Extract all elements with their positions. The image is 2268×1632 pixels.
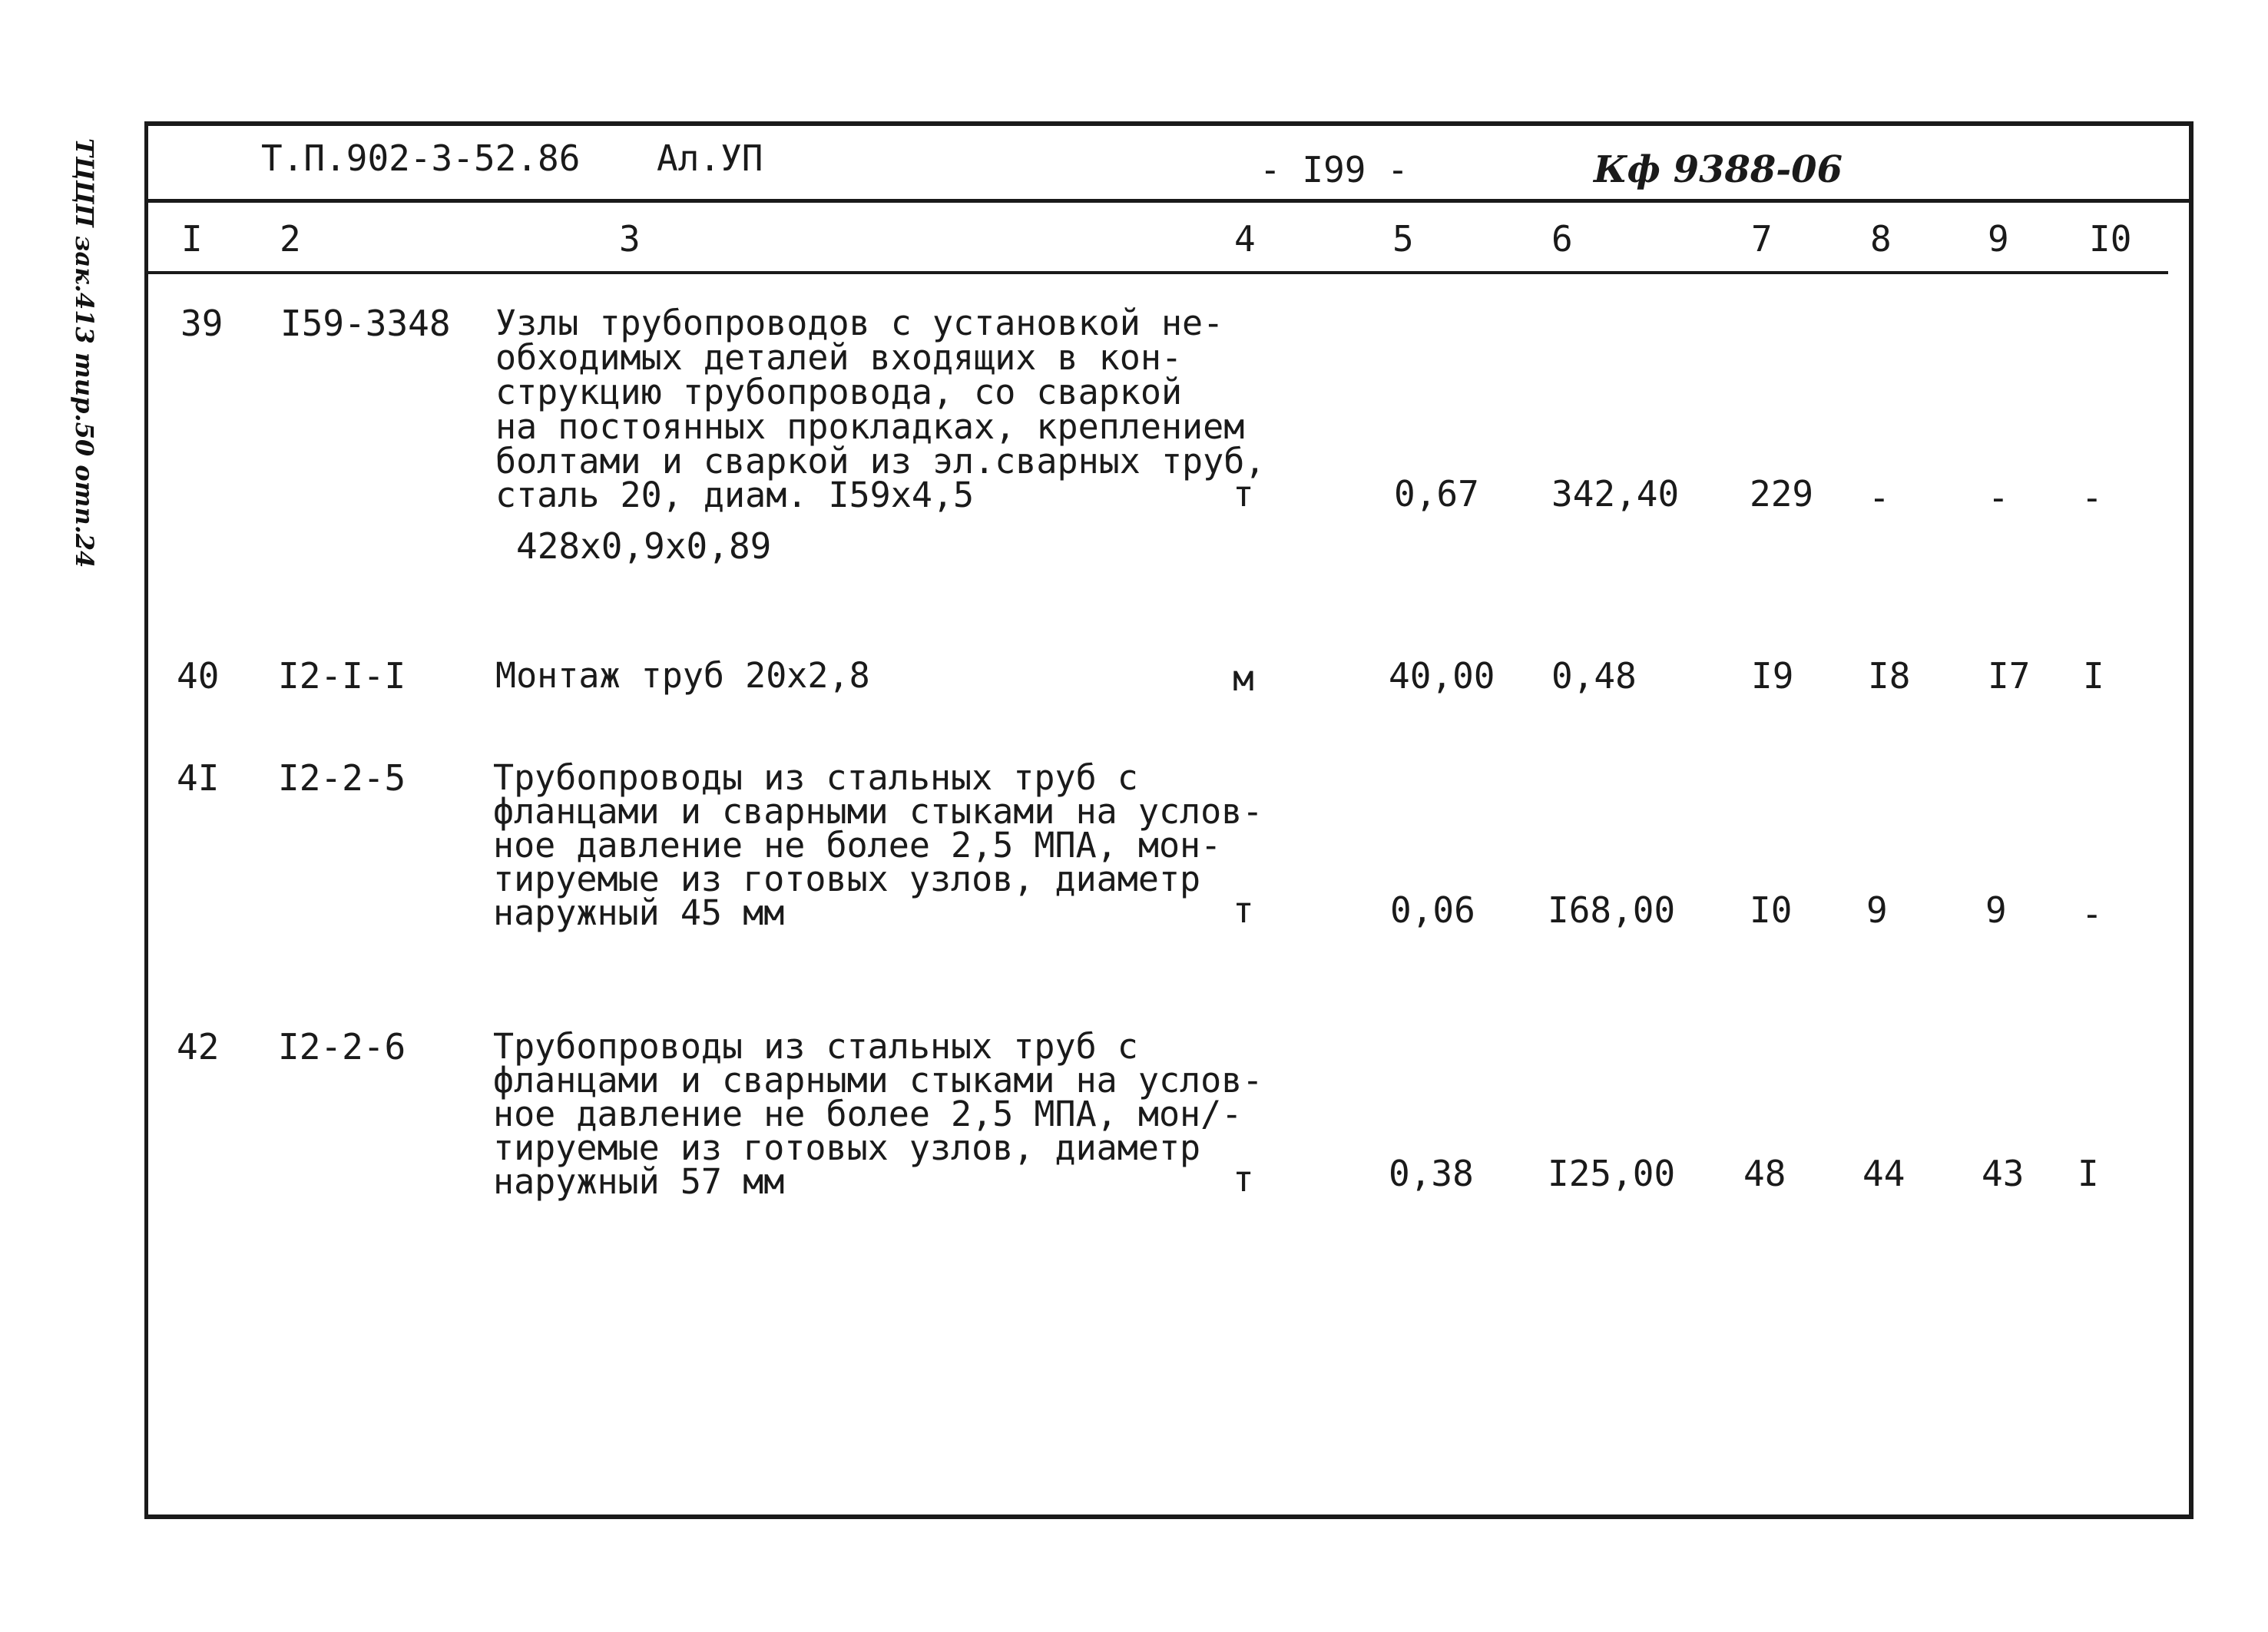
row-price: 0,48: [1551, 655, 1637, 697]
row-description-line: ное давление не более 2,5 МПА, мон-: [493, 825, 1222, 866]
row-description-line: ное давление не более 2,5 МПА, мон/-: [493, 1094, 1243, 1134]
row-quantity: 0,06: [1390, 889, 1475, 931]
column-header-4: 4: [1234, 218, 1256, 260]
margin-stamp: [65, 138, 123, 568]
row-number: 4I: [177, 757, 220, 799]
column-header-9: 9: [1988, 218, 2009, 260]
column-header-10: I0: [2089, 218, 2132, 260]
row-description-line: Узлы трубопроводов с установкой не-: [495, 303, 1224, 343]
row-col8: 44: [1862, 1153, 1905, 1194]
row-description-line: наружный 57 мм: [493, 1161, 785, 1202]
row-price: I25,00: [1548, 1153, 1676, 1194]
row-price: I68,00: [1548, 889, 1676, 931]
row-quantity: 0,67: [1394, 473, 1479, 515]
column-header-5: 5: [1392, 218, 1414, 260]
row-unit: т: [1233, 1158, 1254, 1200]
row-col8: -: [1869, 477, 1890, 518]
row-description-line: тируемые из готовых узлов, диаметр: [493, 859, 1201, 899]
margin-stamp-text: ТЦЦП зак.413 тир.50 отп.24: [70, 138, 99, 568]
row-description-line: болтами и сваркой из эл.сварных труб,: [495, 441, 1266, 482]
row-description-line: Трубопроводы из стальных труб с: [493, 1026, 1138, 1067]
row-description-line: фланцами и сварными стыками на услов-: [493, 791, 1263, 832]
row-col10: I: [2083, 655, 2104, 697]
column-header-1: I: [181, 218, 203, 260]
row-col7: 48: [1743, 1153, 1786, 1194]
page-number: - I99 -: [1260, 149, 1409, 190]
row-unit: т: [1233, 889, 1254, 931]
row-col7: I0: [1750, 889, 1793, 931]
column-header-2: 2: [280, 218, 301, 260]
row-description-line: фланцами и сварными стыками на услов-: [493, 1060, 1263, 1101]
row-description-line: тируемые из готовых узлов, диаметр: [493, 1127, 1201, 1168]
row-quantity: 0,38: [1389, 1153, 1474, 1194]
row-col8: 9: [1866, 889, 1888, 931]
row-code: I2-I-I: [278, 655, 406, 697]
column-header-3: 3: [619, 218, 641, 260]
row-col8: I8: [1868, 655, 1911, 697]
row-number: 42: [177, 1026, 220, 1068]
row-col7: 229: [1750, 473, 1814, 515]
column-header-6: 6: [1551, 218, 1573, 260]
row-description-line: струкцию трубопровода, со сваркой: [495, 372, 1183, 412]
album-label: Ал.УП: [657, 137, 763, 179]
row-description-line: на постоянных прокладках, креплением: [495, 406, 1245, 447]
column-header-divider: [148, 271, 2168, 274]
row-description-line: обходимых деталей входящих в кон-: [495, 337, 1183, 378]
row-col10: -: [2081, 477, 2103, 518]
row-code: I59-3348: [280, 303, 451, 344]
row-col9: -: [1988, 477, 2009, 518]
row-number: 40: [177, 655, 220, 697]
row-col10: -: [2081, 893, 2103, 935]
column-header-7: 7: [1751, 218, 1773, 260]
row-price: 342,40: [1551, 473, 1680, 515]
row-code: I2-2-5: [278, 757, 406, 799]
row-number: 39: [180, 303, 223, 344]
row-col9: 9: [1985, 889, 2007, 931]
row-col7: I9: [1751, 655, 1794, 697]
project-number: Т.П.902-3-52.86: [261, 137, 581, 179]
row-description-line: наружный 45 мм: [493, 892, 785, 933]
row-quantity: 40,00: [1389, 655, 1495, 697]
row-unit: м: [1233, 657, 1254, 699]
document-code: Кф 9388-06: [1594, 148, 1843, 191]
row-code: I2-2-6: [278, 1026, 406, 1068]
row-unit: т: [1233, 473, 1254, 515]
row-col9: 43: [1982, 1153, 2025, 1194]
row-note: 428х0,9х0,89: [516, 525, 772, 567]
row-col10: I: [2078, 1153, 2099, 1194]
column-header-8: 8: [1870, 218, 1892, 260]
row-description-line: Монтаж труб 20х2,8: [495, 655, 870, 696]
header-divider: [148, 199, 2189, 203]
row-description-line: сталь 20, диам. I59х4,5: [495, 475, 975, 515]
row-description-line: Трубопроводы из стальных труб с: [493, 757, 1138, 798]
row-col9: I7: [1988, 655, 2031, 697]
